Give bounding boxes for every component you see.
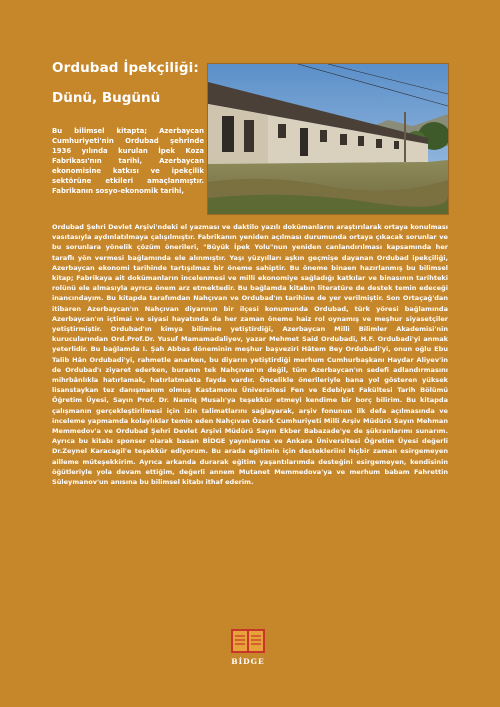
publisher-name: BİDGE xyxy=(231,657,265,666)
intro-paragraph: Bu bilimsel kitapta; Azerbaycan Cumhuriyeti'nin Ordubad şehrinde 1936 yılında kurulan İpek Koza Fabrikası'nın tarihi, Azerbaycan ekonomisine katkısı ve ipekçilik sektörüne etkileri amaçlanmıştır. Fabrikanın sosyo-ekonomik tarihi, xyxy=(52,127,204,196)
body-paragraph: Ordubad Şehri Devlet Arşivi'ndeki el yazması ve daktilo yazılı dokümanların araştırılarak ortaya konulması vasıtasıyla aydınlatılmaya çalışılmıştır. Fabrikanın yeniden açılması durumunda ortaya çıkacak sorunlar ve bu sorunlara yönelik çözüm önerileri, "Büyük İpek Yolu"nun yeniden canlandırılması kapsamında her taraflı yön vermesi bağlamında ele alınmıştır. Yaşı yüzyılları aşkın geçmişe dayanan Ordubad ipekçiliği, Azerbaycan ekonomi tarihinde tartışılmaz bir öneme sahiptir. Bu öneme binaen hazırlanmış bu bilimsel kitap; Fabrikaya ait dokümanların incelenmesi ve milli ekonomiye sağladığı katkılar ve binasının tarihteki rolünü ele almasıyla ayrıca önem arz etmektedir. Bu bağlamda kitabın literatüre de destek temin edeceği inancındayım. Bu kitapda tarafımdan Nahçıvan ve Ordubad'ın tarihine de yer verilmiştir. Son Ortaçağ'dan itibaren Azerbaycan'ın Nahçıvan diyarının bir ilçesi konumunda Ordubad, türk yöresi bağlamında Azerbaycan'ın içtimai ve siyasi hayatında da her zaman öneme haiz rol oynamış ve meşhur siyasetçiler yetiştirmiştir. Ordubad'ın kimya bilimine yetiştirdiği, Azerbaycan Milli Bilimler Akademisi'nin kurucularından Ord.Prof.Dr. Yusuf Mamamadaliyev, yazar Mehmet Said Ordubadi, H.F. Ordubadi'yi anmak yeterlidir. Bu bağlamda I. Şah Abbas döneminin meşhur başveziri Hâtem Bey Ordubadi'yi, onun oğlu Ebu Talib Hân Ordubadi'yi, rahmetle anarken, bu diyarın yetiştirdiği merhum Cumhurbaşkanı Haydar Aliyev'in de Ordubad'ı ziyaret ederken, buranın tek Nahçıvan'ın değil, tüm Azerbaycan'ın sedefi adlandırmasını mihrbânlıkla hatırlamak, hatırlatmakta fayda vardır. Öncelikle önerileriyle bana yol gösteren yüksek lisanstaykan tez danışmanım olmuş Kastamonu Üniversitesi Fen ve Edebiyat Fakültesi Tarih Bölümü Öğretim Üyesi, Sayın Prof. Dr. Namiq Musalı'ya teşekkür etmeyi kendime bir borç bilirim. Bu kitapda çalışmanın gerçekleştirilmesi için izin talimatlarını sağlayarak, arşiv fonunun ilk defa açılmasında ve inceleme yapmamda kolaylıklar temin eden Nahçıvan Özerk Cumhuriyeti Milli Arşiv Müdürü Sayın Mehman Memmedov'a ve Ordubad Şehri Devlet Arşivi Müdürü Sayın Ekber Babazade'ye de şükranlarımı sunarım. Ayrıca bu kitabı sponser olarak basan BİDGE yayınlarına ve Ankara Üniversitesi Öğretim Üyesi değerli Dr.Zeynel Karacagil'e teşekkür ediyorum. Bu arada eğitimin için destekleriini hiçbir zaman esirgemeyen ailleme müteşekkirim. Ayrıca arkanda durarak eğitim yaşantılarımda desteğini esirgemeyen, kendisinin öğütleriyle yola devam ettiğim, değerli annem Mutanet Memmedova'ya ve merhum babam Fahrettin Süleymanov'un anısına bu bilimsel kitabı ithaf ederim. xyxy=(52,223,448,487)
publisher-logo xyxy=(229,627,267,667)
factory-building-photo xyxy=(207,63,449,215)
bidge-book-logo-icon xyxy=(229,627,267,657)
book-title-line-1: Ordubad İpekçiliği: xyxy=(52,60,199,76)
title-block xyxy=(52,60,204,106)
book-title-line-2: Dünü, Bugünü xyxy=(52,90,161,106)
